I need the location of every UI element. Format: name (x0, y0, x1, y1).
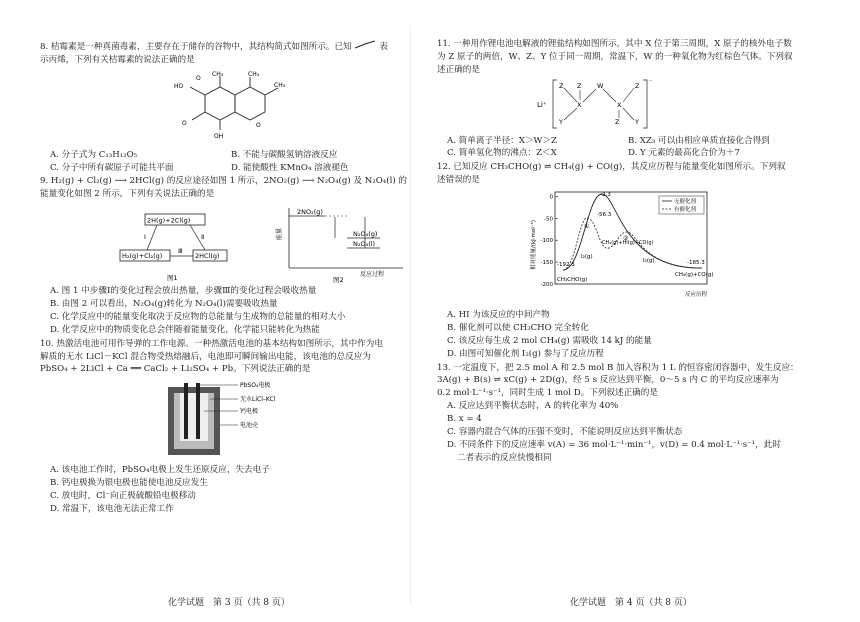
svg-text:Z: Z (615, 117, 620, 126)
svg-text:CH₃: CH₃ (248, 70, 260, 78)
fig2-xlabel: 反应过程 (360, 271, 385, 279)
fig1-step-3: Ⅲ (178, 247, 183, 256)
fig2-ylabel: 能量 (276, 228, 283, 241)
q11-option-a: A. 简单离子半径：X＞W＞Z (447, 135, 557, 146)
left-page (40, 40, 412, 518)
question-9 (40, 177, 412, 335)
q10-option-b: B. 钙电极换为银电极也能使电池反应发生 (50, 478, 208, 488)
q8-structure (170, 70, 412, 148)
y-tick-label: 0 (549, 194, 553, 201)
q11-stem-3: 述正确的是 (437, 64, 480, 75)
fig1-top-state: 2H(g)+2Cl(g) (147, 216, 191, 225)
value-label-peak: -2.3 (600, 192, 611, 198)
figure-1-reaction-path (95, 206, 275, 284)
q13-stem-1: 13. 一定温度下，把 2.5 mol A 和 2.5 mol B 加入容积为 1 L 的恒容密闭容器中，发生反应： (437, 362, 799, 373)
question-12 (437, 163, 809, 359)
q13-option-d: D. 不同条件下的反应速率 v(A) = 36 mol·L⁻¹·min⁻¹，v(D) = 0.4 mol·L⁻¹·s⁻¹，此时 (447, 439, 781, 450)
svg-text:X: X (577, 100, 582, 109)
intermediate-species: CH₄(g)+HI(g)+CO(g) (602, 240, 654, 246)
svg-text:Li⁺: Li⁺ (537, 100, 547, 109)
question-13 (437, 364, 809, 464)
q11-option-d: D. Y 元素的最高化合价为＋7 (628, 148, 740, 159)
svg-text:OH: OH (214, 132, 224, 140)
q8-option-c: C. 分子中所有碳原子可能共平面 (50, 162, 174, 173)
svg-text:Z: Z (577, 81, 582, 90)
q13-option-d-cont: 二者表示的反应快慢相同 (457, 452, 552, 463)
left-page-footer: 化学试题 第 3 页（共 8 页） (168, 598, 290, 608)
fig1-step-1: Ⅰ (144, 233, 146, 242)
q11-option-b: B. XZ₃ 可以由相应单质直接化合得到 (628, 135, 770, 146)
battery-label-shell: 电池壳 (240, 422, 259, 430)
annotation-i2-right: I₂(g) (643, 258, 655, 264)
svg-text:Y: Y (635, 117, 639, 126)
q9-stem-1: 9. H₂(g) + Cl₂(g) ⟶ 2HCl(g) 的反应途径如图 1 所示，2NO₂(g) ⟶ N₂O₄(g) 及 N₂O₄(l) 的 (40, 176, 408, 187)
chart-xlabel: 反应历程 (685, 292, 708, 298)
question-10 (40, 340, 412, 515)
q11-stem-1: 11. 一种用作锂电池电解液的锂盐结构如图所示，其中 X 位于第三周期，X 原子的核外电子数 (437, 39, 792, 49)
y-tick-label: -50 (544, 216, 553, 223)
q8-stem-1: 8. 桔霉素是一种真菌毒素，主要存在于储存的谷物中，其结构简式如图所示。已知 (40, 42, 352, 52)
q12-option-c: C. 该反应每生成 2 mol CH₄(g) 需吸收 14 kJ 的能量 (447, 335, 652, 346)
q12-option-a: A. HI 为该反应的中间产物 (447, 310, 550, 320)
q11-stem-2: 为 Z 原子的两倍，W、Z、Y 位于同一周期，常温下，W 的一种氧化物为红棕色气体。下列叙 (437, 51, 793, 62)
annotation-step-2: ② (623, 235, 629, 242)
svg-text:Y: Y (559, 117, 563, 126)
svg-text:CH₃: CH₃ (274, 81, 286, 89)
legend-no-catalyst: 无催化剂 (674, 199, 697, 205)
q12-stem-1: 12. 已知反应 CH₃CHO(g) ⇌ CH₄(g) + CO(g)，其反应历程与能量变化如图所示。下列叙 (437, 162, 786, 173)
q10-option-c: C. 放电时，Cl⁻向正极硫酸铅电极移动 (50, 490, 196, 501)
end-species: CH₄(g)+CO(g) (675, 272, 714, 278)
question-11 (437, 40, 809, 159)
fig2-no2: 2NO₂(g) (297, 208, 323, 217)
fig1-reactants: H₂(g)+Cl₂(g) (122, 252, 163, 261)
svg-text:HO: HO (174, 82, 184, 90)
figure-2-energy-diagram (275, 206, 405, 284)
svg-text:Z: Z (559, 81, 564, 90)
q13-option-a: A. 反应达到平衡状态时，A 的转化率为 40% (447, 401, 619, 412)
q12-option-b: B. 催化剂可以使 CH₃CHO 完全转化 (447, 322, 589, 333)
y-tick-label: -100 (540, 238, 553, 245)
thermal-battery-diagram (160, 379, 320, 459)
q8-stem-2: 示丙烯，下列有关桔霉素的说法正确的是 (40, 54, 195, 65)
y-tick-label: -150 (540, 260, 553, 267)
q13-option-c: C. 容器内混合气体的压强不变时，不能说明反应达到平衡状态 (447, 426, 683, 437)
q12-stem-2: 述错误的是 (437, 175, 480, 186)
annotation-i2-left: I₂(g) (581, 254, 593, 260)
y-tick-label: -200 (540, 282, 553, 288)
fig1-step-2: Ⅱ (201, 233, 205, 242)
fig2-caption: 图2 (333, 276, 344, 285)
svg-text:X: X (617, 100, 622, 109)
q10-option-d: D. 常温下，该电池无法正常工作 (50, 503, 174, 514)
q13-stem-3: 0.2 mol·L⁻¹·s⁻¹，同时生成 1 mol D。下列叙述正确的是 (437, 388, 658, 399)
value-label-start: -192.3 (557, 262, 575, 268)
fig1-products: 2HCl(g) (195, 252, 220, 261)
q9-option-d: D. 化学反应中的物质变化总会伴随着能量变化，化学能只能转化为热能 (50, 324, 320, 335)
q8-option-a: A. 分子式为 C₁₃H₁₂O₅ (50, 149, 138, 160)
svg-text:Z: Z (635, 81, 640, 90)
q12-option-d: D. 由图可知催化剂 I₂(g) 参与了反应历程 (447, 348, 604, 359)
right-page-footer: 化学试题 第 4 页（共 8 页） (570, 598, 692, 608)
q13-stem-2: 3A(g) + B(s) ⇌ xC(g) + 2D(g)，经 5 s 反应达到平衡，0～5 s 内 C 的平均反应速率为 (437, 375, 779, 386)
fig2-n2o4-gas: N₂O₄(g) (353, 230, 378, 239)
battery-label-electrolyte: 无水LiCl–KCl (240, 396, 276, 404)
q13-option-b: B. x = 4 (447, 414, 482, 424)
annotation-step-1: ① (584, 223, 590, 230)
q9-option-a: A. 图 1 中步骤Ⅰ的变化过程会放出热量，步骤Ⅲ的变化过程会吸收热量 (50, 286, 317, 297)
svg-text:CH₃: CH₃ (212, 70, 224, 78)
citrinin-structure-diagram (170, 70, 290, 144)
q8-stem-1b: 表 (379, 42, 388, 52)
fig2-n2o4-liquid: N₂O₄(l) (353, 240, 376, 249)
svg-text:W: W (597, 81, 604, 90)
q8-option-d: D. 能使酸性 KMnO₄ 溶液褪色 (231, 162, 349, 173)
right-page (437, 40, 809, 467)
q10-option-a: A. 该电池工作时，PbSO₄电极上发生还原反应，失去电子 (50, 465, 270, 476)
q10-stem-2: 解质的无水 LiCl－KCl 混合物受热熔融后，电池即可瞬间输出电能，该电池的总反应为 (40, 351, 371, 362)
svg-text:O: O (182, 119, 187, 127)
propene-bond-icon (354, 40, 376, 49)
svg-text:⁻: ⁻ (649, 78, 653, 86)
q11-option-c: C. 简单氢化物的沸点：Z＜X (447, 148, 557, 159)
q10-stem-1: 10. 热激活电池可用作导弹的工作电源。一种热激活电池的基本结构如图所示，其中作为电 (40, 338, 383, 349)
q9-option-c: C. 化学反应中的能量变化取决于反应物的总能量与生成物的总能量的相对大小 (50, 311, 346, 322)
legend-with-catalyst: 有催化剂 (674, 207, 697, 213)
lithium-salt-structure-diagram (537, 78, 657, 130)
q9-option-b: B. 由图 2 可以看出，N₂O₄(g)转化为 N₂O₄(l)需要吸收热量 (50, 299, 278, 309)
chart-ylabel: 相对能量/(kJ·mol⁻¹) (531, 219, 537, 270)
battery-label-pbso4: PbSO₄电极 (240, 382, 271, 390)
q9-stem-2: 能量变化如图 2 所示，下列有关说法正确的是 (40, 189, 215, 200)
fig1-caption: 图1 (167, 274, 178, 283)
energy-profile-chart (527, 190, 737, 308)
q8-option-b: B. 不能与碳酸氢钠溶液反应 (231, 149, 338, 160)
start-species: CH₃CHO(g) (557, 277, 588, 283)
svg-text:O: O (256, 121, 261, 129)
value-label-intermediate: -56.3 (597, 212, 612, 218)
battery-label-calcium: 钙电极 (240, 408, 259, 416)
question-8 (40, 40, 412, 173)
value-label-end: -185.3 (687, 260, 705, 266)
svg-text:O: O (196, 74, 201, 82)
q10-stem-3: PbSO₄ + 2LiCl + Ca ══ CaCl₂ + Li₂SO₄ + Pb。下列说法正确的是 (40, 364, 311, 375)
